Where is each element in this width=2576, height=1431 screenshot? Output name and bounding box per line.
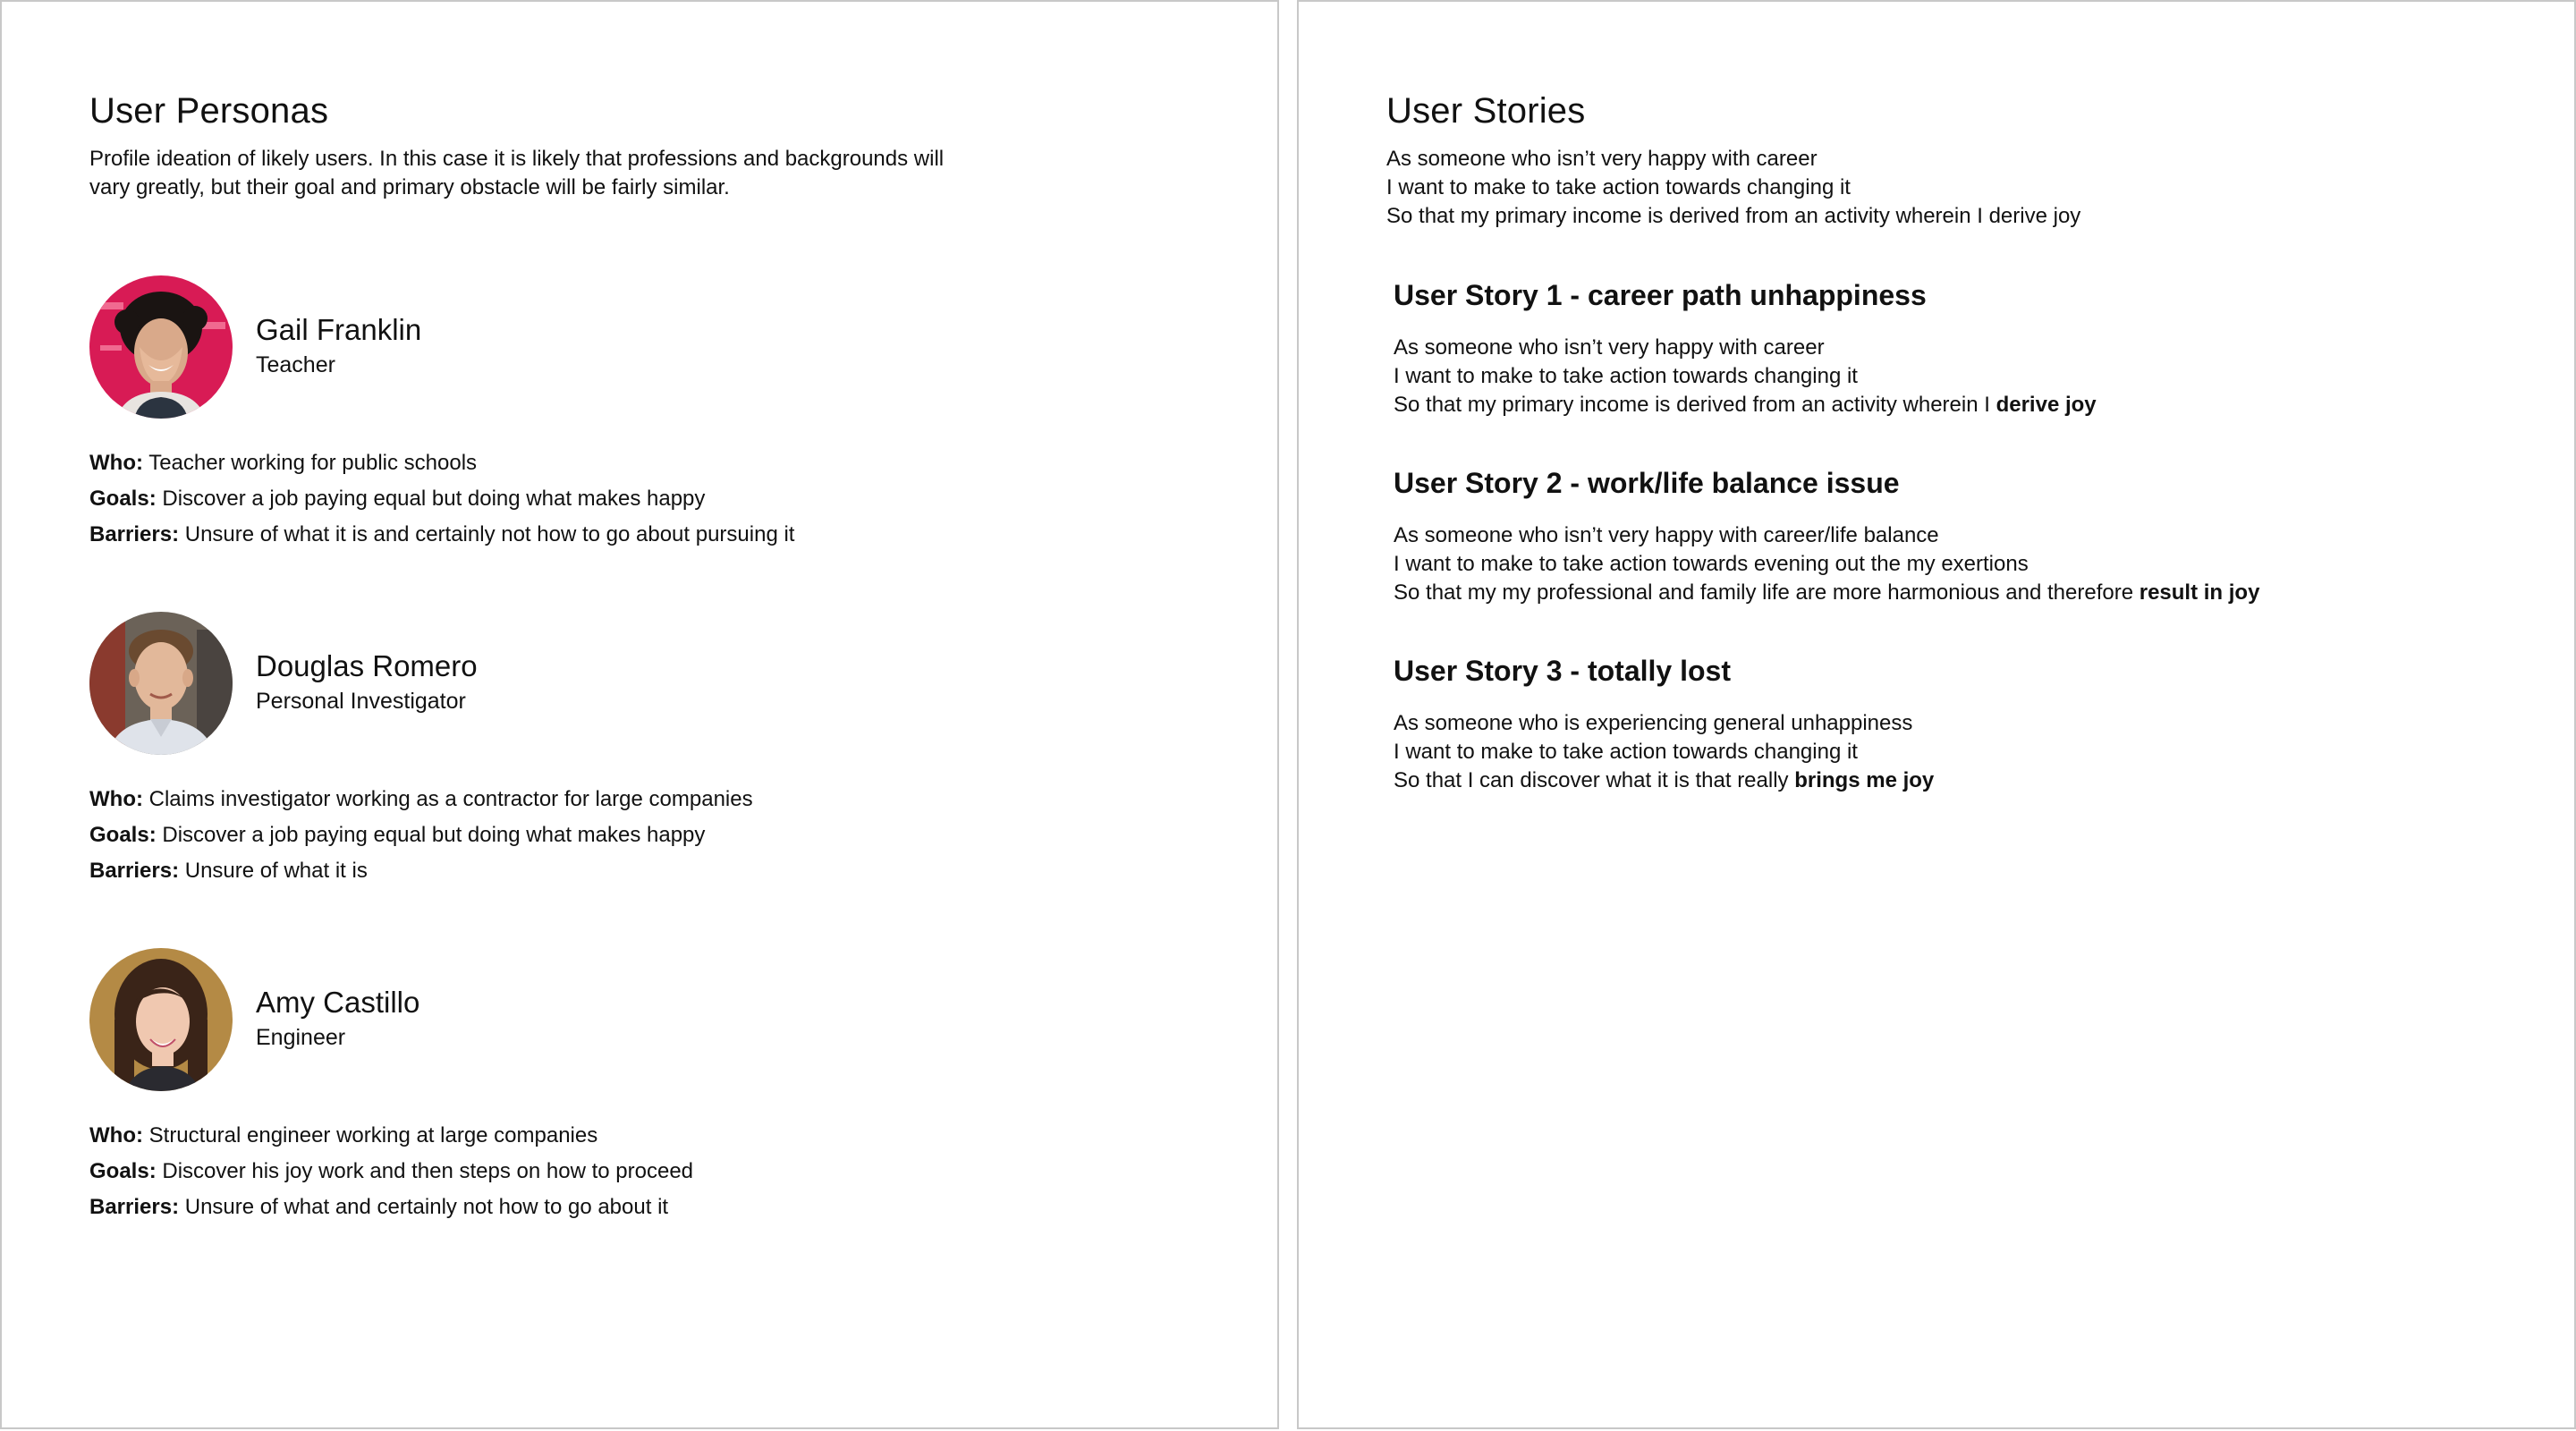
avatar-douglas-icon	[89, 612, 233, 755]
stories-intro-line: As someone who isn’t very happy with career	[1386, 147, 1818, 171]
story-line-so-that	[1394, 579, 2512, 607]
story-line-so-that-text: So that my my professional and family life are more harmonious and therefore	[1394, 580, 2140, 605]
stories-intro	[1386, 145, 2080, 231]
story-line-as: As someone who isn’t very happy with career/life balance	[1394, 523, 1939, 547]
persona-who-label: Who:	[89, 451, 143, 475]
persona-details	[89, 782, 1163, 889]
stories-intro-line: So that my primary income is derived from an activity wherein I derive joy	[1386, 204, 2081, 228]
story-title: User Story 1 - career path unhappiness	[1394, 279, 1927, 311]
persona-name: Gail Franklin	[256, 313, 422, 346]
persona-barriers-text: Unsure of what it is	[184, 859, 368, 883]
persona-who	[89, 1118, 1163, 1154]
story-line-highlight: derive joy	[1996, 393, 2097, 417]
story-line-highlight: brings me joy	[1794, 768, 1935, 792]
user-story-3	[1394, 655, 2512, 795]
persona-barriers-label: Barriers:	[89, 1195, 180, 1219]
persona-who-text: Teacher working for public schools	[148, 451, 478, 475]
persona-goals-label: Goals:	[89, 823, 157, 847]
persona-who	[89, 445, 1163, 481]
story-line-want: I want to make to take action towards changing it	[1394, 740, 1858, 764]
persona-who-label: Who:	[89, 1123, 143, 1147]
persona-barriers-label: Barriers:	[89, 859, 180, 883]
persona-role: Engineer	[256, 1025, 346, 1050]
persona-name: Amy Castillo	[256, 986, 420, 1019]
personas-description-line: Profile ideation of likely users. In this case it is likely that professions and backgrounds will	[89, 147, 945, 171]
avatar-amy-icon	[89, 948, 233, 1091]
persona-goals	[89, 1154, 1163, 1190]
persona-name: Douglas Romero	[256, 649, 478, 682]
persona-goals	[89, 817, 1163, 853]
persona-who-label: Who:	[89, 787, 143, 811]
persona-barriers	[89, 853, 1163, 889]
persona-goals-text: Discover a job paying equal but doing what makes happy	[162, 487, 706, 511]
story-title: User Story 3 - totally lost	[1394, 655, 1731, 687]
avatar	[89, 275, 233, 419]
avatar-gail-icon	[89, 275, 233, 419]
persona-barriers-text: Unsure of what it is and certainly not how to go about pursuing it	[184, 522, 795, 546]
persona-role: Teacher	[256, 352, 335, 377]
persona-goals-label: Goals:	[89, 487, 157, 511]
persona-goals	[89, 481, 1163, 517]
persona-who	[89, 782, 1163, 817]
persona-barriers-text: Unsure of what and certainly not how to go about it	[184, 1195, 669, 1219]
story-line-want: I want to make to take action towards changing it	[1394, 364, 1858, 388]
avatar	[89, 948, 233, 1091]
user-story-1	[1394, 279, 2512, 419]
personas-description-line: vary greatly, but their goal and primary obstacle will be fairly similar.	[89, 175, 730, 199]
user-stories-panel	[1297, 0, 2576, 1429]
persona-goals-text: Discover his joy work and then steps on how to proceed	[162, 1159, 694, 1183]
story-line-so-that	[1394, 391, 2512, 419]
personas-title: User Personas	[89, 91, 329, 131]
persona-barriers	[89, 1190, 1163, 1225]
persona-who-text: Claims investigator working as a contractor for large companies	[148, 787, 753, 811]
persona-goals-text: Discover a job paying equal but doing what makes happy	[162, 823, 706, 847]
persona-barriers-label: Barriers:	[89, 522, 180, 546]
story-line-so-that-text: So that I can discover what it is that really	[1394, 768, 1795, 792]
persona-details	[89, 445, 1163, 553]
story-line-as: As someone who isn’t very happy with career	[1394, 335, 1825, 360]
persona-barriers	[89, 517, 1163, 553]
user-personas-panel	[0, 0, 1279, 1429]
story-title: User Story 2 - work/life balance issue	[1394, 467, 1900, 499]
persona-details	[89, 1118, 1163, 1225]
story-line-so-that	[1394, 766, 2512, 795]
persona-goals-label: Goals:	[89, 1159, 157, 1183]
personas-description	[89, 145, 944, 202]
user-story-2	[1394, 467, 2512, 607]
story-line-highlight: result in joy	[2139, 580, 2260, 605]
persona-role: Personal Investigator	[256, 689, 466, 714]
stories-intro-line: I want to make to take action towards changing it	[1386, 175, 1851, 199]
story-line-want: I want to make to take action towards evening out the my exertions	[1394, 552, 2029, 576]
story-line-so-that-text: So that my primary income is derived from an activity wherein I	[1394, 393, 1996, 417]
story-line-as: As someone who is experiencing general unhappiness	[1394, 711, 1913, 735]
avatar	[89, 612, 233, 755]
persona-who-text: Structural engineer working at large companies	[148, 1123, 598, 1147]
stories-title: User Stories	[1386, 91, 1586, 131]
